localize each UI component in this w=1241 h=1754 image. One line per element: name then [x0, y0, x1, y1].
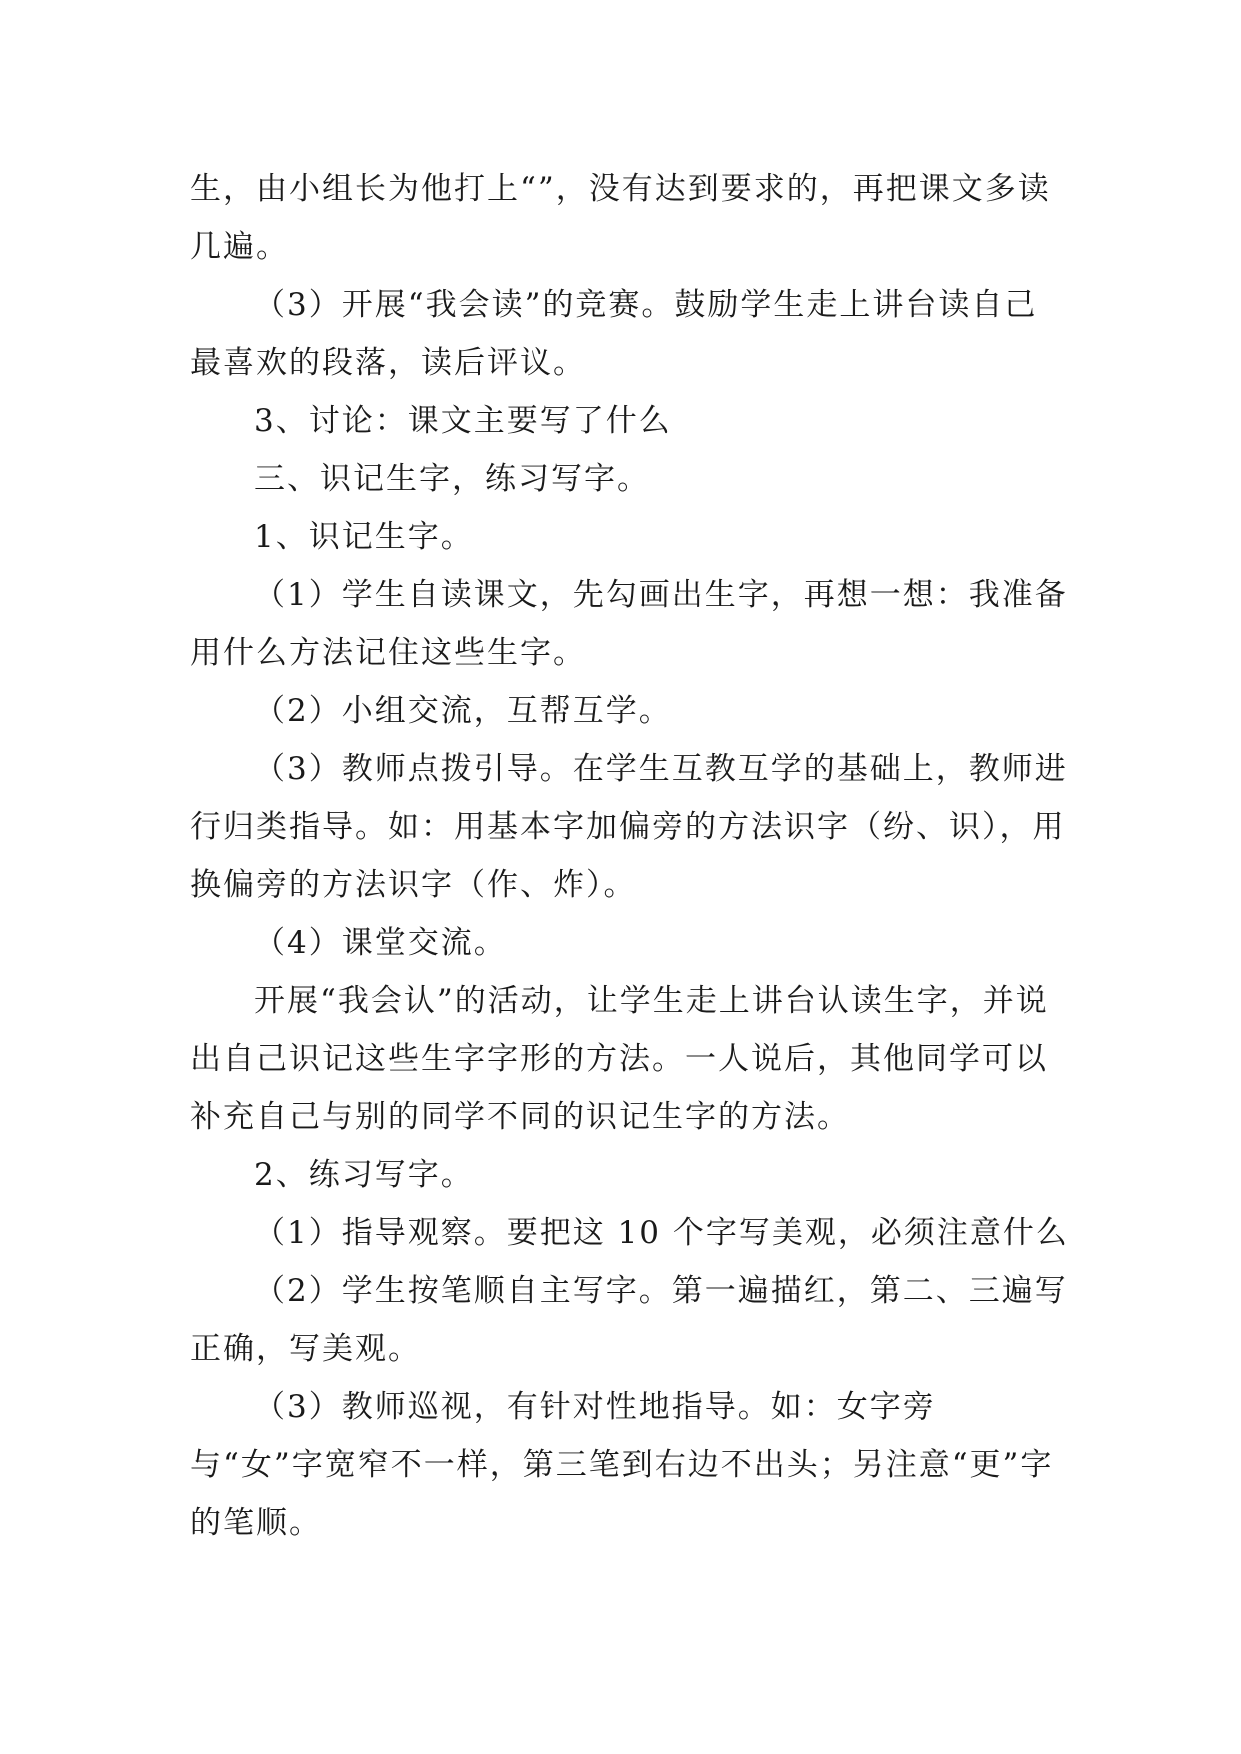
paragraph: （1）指导观察。要把这 10 个字写美观，必须注意什么 [254, 1215, 1069, 1251]
subsection-heading: 1、识记生字。 [254, 519, 474, 555]
paragraph: （3）教师巡视，有针对性地指导。如：女字旁与“女”字宽窄不一样，第三笔到右边不出头；另注意“更”字的笔顺。 [190, 1389, 1054, 1541]
paragraph: （4）课堂交流。 [254, 925, 507, 961]
paragraph: 生，由小组长为他打上“”，没有达到要求的，再把课文多读几遍。 [190, 171, 1051, 265]
paragraph: （3）开展“我会读”的竞赛。鼓励学生走上讲台读自己最喜欢的段落，读后评议。 [190, 287, 1038, 381]
subsection-heading: 2、练习写字。 [254, 1157, 474, 1193]
paragraph: 3、讨论：课文主要写了什么 [254, 403, 672, 439]
paragraph: （2）学生按笔顺自主写字。第一遍描红，第二、三遍写正确，写美观。 [190, 1273, 1068, 1367]
paragraph: （3）教师点拨引导。在学生互教互学的基础上，教师进行归类指导。如：用基本字加偏旁的方法识字（纷、识），用换偏旁的方法识字（作、炸）。 [190, 751, 1068, 903]
paragraph: （1）学生自读课文，先勾画出生字，再想一想：我准备用什么方法记住这些生字。 [190, 577, 1068, 671]
paragraph: （2）小组交流，互帮互学。 [254, 693, 672, 729]
paragraph: 开展“我会认”的活动，让学生走上讲台认读生字，并说出自己识记这些生字字形的方法。一人说后，其他同学可以补充自己与别的同学不同的识记生字的方法。 [190, 983, 1049, 1135]
section-heading: 三、识记生字，练习写字。 [254, 461, 650, 497]
document-body [190, 160, 1070, 1552]
